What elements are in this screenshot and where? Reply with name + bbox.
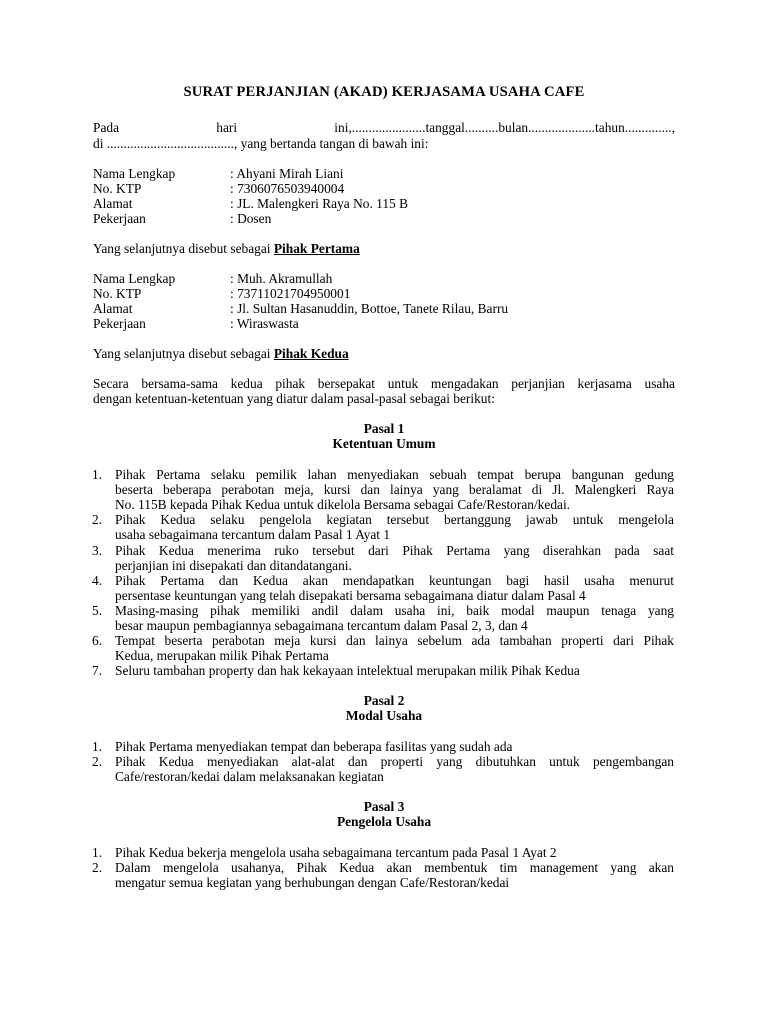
party-1-job-label: Pekerjaan bbox=[93, 211, 146, 226]
item-line: persentase keuntungan yang telah disepakati bersama sebagaimana diatur dalam Pasal 4 bbox=[115, 588, 586, 603]
item-number: 3. bbox=[92, 543, 103, 558]
item-line: Pihak Kedua selaku pengelola kegiatan tersebut bertanggung jawab untuk mengelola bbox=[115, 512, 674, 527]
party-1-address-value: : JL. Malengkeri Raya No. 115 B bbox=[230, 196, 409, 211]
item-line: besar maupun pembagiannya sebagaimana tercantum dalam Pasal 2, 3, dan 4 bbox=[115, 618, 528, 633]
item-line: Pihak Kedua menyediakan alat-alat dan properti yang dibutuhkan untuk pengembangan bbox=[115, 754, 674, 769]
party-2-designation bbox=[93, 346, 349, 361]
item-number: 5. bbox=[92, 603, 103, 618]
party-2-designation-text: Yang selanjutnya disebut sebagai bbox=[93, 346, 274, 361]
item-line: mengatur semua kegiatan yang berhubungan dengan Cafe/Restoran/kedai bbox=[115, 875, 510, 890]
agreement-line-1: Secara bersama-sama kedua pihak bersepakat untuk mengadakan perjanjian kerjasama usaha bbox=[93, 376, 675, 391]
item-line: Pihak Kedua menerima ruko tersebut dari Pihak Pertama yang diserahkan pada saat bbox=[115, 543, 674, 558]
pasal-2-number: Pasal 2 bbox=[363, 693, 405, 708]
party-1-name-value: : Ahyani Mirah Liani bbox=[230, 166, 344, 181]
item-line: Pihak Kedua bekerja mengelola usaha sebagaimana tercantum pada Pasal 1 Ayat 2 bbox=[115, 845, 557, 860]
item-line: usaha sebagaimana tercantum dalam Pasal 1 Ayat 1 bbox=[115, 527, 391, 542]
item-line: Masing-masing pihak memiliki andil dalam usaha ini, baik modal maupun tenaga yang bbox=[115, 603, 674, 618]
pasal-1-number: Pasal 1 bbox=[363, 421, 405, 436]
party-2-name-value: : Muh. Akramullah bbox=[230, 271, 333, 286]
item-number: 7. bbox=[92, 663, 103, 678]
item-line: Tempat beserta perabotan meja kursi dan lainya sebelum ada tambahan properti dari Pihak bbox=[115, 633, 674, 648]
party-2-address-label: Alamat bbox=[93, 301, 133, 316]
item-line: Pihak Pertama dan Kedua akan mendapatkan keuntungan bagi hasil usaha menurut bbox=[115, 573, 674, 588]
party-1-designation bbox=[93, 241, 360, 256]
pasal-3-number: Pasal 3 bbox=[363, 799, 405, 814]
party-1-designation-text: Yang selanjutnya disebut sebagai bbox=[93, 241, 274, 256]
item-line: No. 115B kepada Pihak Kedua untuk dikelola Bersama sebagai Cafe/Restoran/kedai. bbox=[115, 497, 571, 512]
item-number: 2. bbox=[92, 754, 103, 769]
item-line: Kedua, merupakan milik Pihak Pertama bbox=[115, 648, 329, 663]
item-number: 1. bbox=[92, 467, 103, 482]
pasal-3-heading: Pengelola Usaha bbox=[336, 814, 432, 829]
item-line: perjanjian ini disepakati dan ditandatangani. bbox=[115, 558, 352, 573]
party-2-ktp-value: : 73711021704950001 bbox=[230, 286, 351, 301]
agreement-line-2: dengan ketentuan-ketentuan yang diatur dalam pasal-pasal sebagai berikut: bbox=[93, 391, 495, 406]
pasal-1-heading: Ketentuan Umum bbox=[332, 436, 436, 451]
item-line: Pihak Pertama selaku pemilik lahan menyediakan sebuah tempat berupa bangunan gedung bbox=[115, 467, 674, 482]
item-number: 4. bbox=[92, 573, 103, 588]
party-2-name-label: Nama Lengkap bbox=[93, 271, 176, 286]
document-title: SURAT PERJANJIAN (AKAD) KERJASAMA USAHA CAFE bbox=[183, 84, 585, 100]
item-number: 1. bbox=[92, 845, 103, 860]
pasal-2-heading: Modal Usaha bbox=[345, 708, 423, 723]
party-1-ktp-value: : 7306076503940004 bbox=[230, 181, 345, 196]
item-number: 1. bbox=[92, 739, 103, 754]
party-2-job-value: : Wiraswasta bbox=[230, 316, 299, 331]
party-2-ktp-label: No. KTP bbox=[93, 286, 142, 301]
item-line: beserta beberapa perabotan meja, kursi dan lainya yang beralamat di Jl. Malengkeri Raya bbox=[115, 482, 674, 497]
party-1-designation-name: Pihak Pertama bbox=[273, 241, 360, 256]
intro-line-2: di ......................................, yang bertanda tangan di bawah ini: bbox=[93, 136, 429, 151]
party-2-address-value: : Jl. Sultan Hasanuddin, Bottoe, Tanete Rilau, Barru bbox=[230, 301, 509, 316]
item-line: Dalam mengelola usahanya, Pihak Kedua akan membentuk tim management yang akan bbox=[115, 860, 674, 875]
intro-line-1: Pada hari ini,......................tanggal..........bulan....................tahun.............., bbox=[93, 120, 675, 135]
item-number: 2. bbox=[92, 512, 103, 527]
party-2-job-label: Pekerjaan bbox=[93, 316, 146, 331]
party-1-job-value: : Dosen bbox=[230, 211, 272, 226]
item-line: Pihak Pertama menyediakan tempat dan beberapa fasilitas yang sudah ada bbox=[115, 739, 513, 754]
item-line: Cafe/restoran/kedai dalam melaksanakan kegiatan bbox=[115, 769, 384, 784]
item-number: 6. bbox=[92, 633, 103, 648]
item-number: 2. bbox=[92, 860, 103, 875]
party-1-address-label: Alamat bbox=[93, 196, 133, 211]
party-1-ktp-label: No. KTP bbox=[93, 181, 142, 196]
item-line: Seluru tambahan property dan hak kekayaan intelektual merupakan milik Pihak Kedua bbox=[115, 663, 580, 678]
party-2-designation-name: Pihak Kedua bbox=[273, 346, 349, 361]
party-1-name-label: Nama Lengkap bbox=[93, 166, 176, 181]
